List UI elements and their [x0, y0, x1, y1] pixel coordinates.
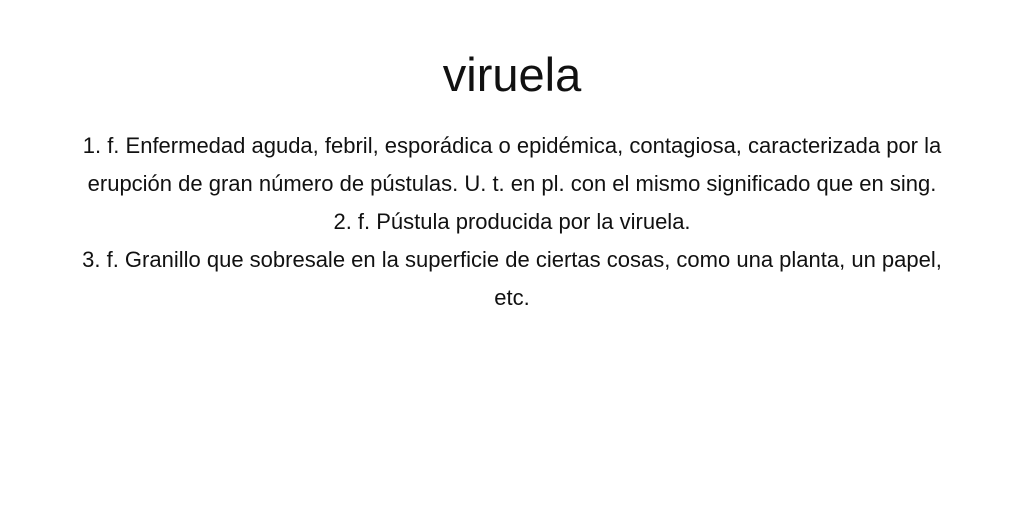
definition-list: [62, 127, 962, 317]
definition-item: 3. f. Granillo que sobresale en la superficie de ciertas cosas, como una planta, un papel, etc.: [82, 247, 942, 310]
headword-title: viruela: [442, 48, 582, 101]
definition-item: 2. f. Pústula producida por la viruela.: [333, 209, 691, 234]
definition-item: 1. f. Enfermedad aguda, febril, esporádica o epidémica, contagiosa, caracterizada por la erupción de gran número de pústulas. U. t. en pl. con el mismo significado que en sing.: [82, 133, 942, 196]
